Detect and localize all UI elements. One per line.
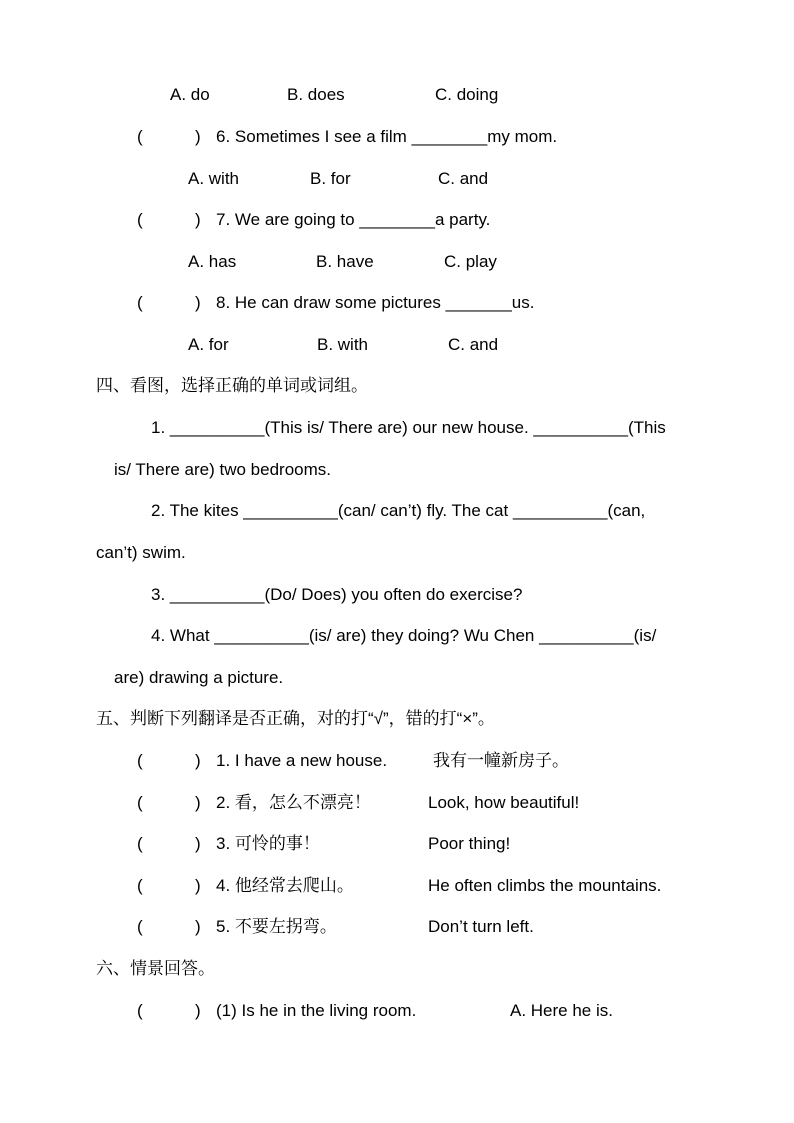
section-5-item-5-right: Don’t turn left.: [428, 917, 534, 936]
q5-option-b: B. does: [287, 85, 345, 104]
answer-paren-close: ): [195, 127, 201, 146]
section-5-item-1-right: 我有一幢新房子。: [433, 751, 569, 770]
section-4-heading: 四、看图，选择正确的单词或词组。: [96, 376, 368, 395]
answer-paren-open: (: [137, 876, 143, 895]
answer-paren-open: (: [137, 127, 143, 146]
section-5-item-4-right: He often climbs the mountains.: [428, 876, 662, 895]
section-6-item-1-right: A. Here he is.: [510, 1001, 613, 1020]
q5-option-c: C. doing: [435, 85, 499, 104]
section-5-item-3-left: 3. 可怜的事！: [216, 834, 320, 853]
answer-paren-close: ): [195, 917, 201, 936]
answer-paren-open: (: [137, 293, 143, 312]
section-5-item-2-right: Look, how beautiful!: [428, 793, 580, 812]
question-7-text: 7. We are going to ________a party.: [216, 210, 491, 229]
q6-option-b: B. for: [310, 169, 351, 188]
q8-option-c: C. and: [448, 335, 499, 354]
answer-paren-close: ): [195, 793, 201, 812]
answer-paren-close: ): [195, 834, 201, 853]
answer-paren-close: ): [195, 876, 201, 895]
answer-paren-close: ): [195, 1001, 201, 1020]
section-4-item-4-line-1: 4. What __________(is/ are) they doing? Wu Chen __________(is/: [151, 626, 657, 645]
answer-paren-open: (: [137, 751, 143, 770]
section-4-item-1-line-1: 1. __________(This is/ There are) our new house. __________(This: [151, 418, 666, 437]
q8-option-b: B. with: [317, 335, 369, 354]
q7-option-c: C. play: [444, 252, 497, 271]
q7-option-b: B. have: [316, 252, 374, 271]
section-6-heading: 六、情景回答。: [96, 959, 215, 978]
section-4-item-1-line-2: is/ There are) two bedrooms.: [114, 460, 331, 479]
answer-paren-close: ): [195, 751, 201, 770]
q6-option-c: C. and: [438, 169, 489, 188]
section-4-item-3: 3. __________(Do/ Does) you often do exercise?: [151, 585, 523, 604]
question-6-text: 6. Sometimes I see a film ________my mom.: [216, 127, 558, 146]
q5-option-a: A. do: [170, 85, 210, 104]
answer-paren-open: (: [137, 834, 143, 853]
section-5-item-3-right: Poor thing!: [428, 834, 511, 853]
answer-paren-close: ): [195, 210, 201, 229]
q8-option-a: A. for: [188, 335, 229, 354]
answer-paren-open: (: [137, 1001, 143, 1020]
answer-paren-close: ): [195, 293, 201, 312]
section-4-item-2-line-1: 2. The kites __________(can/ can’t) fly. The cat __________(can,: [151, 501, 646, 520]
section-5-heading: 五、判断下列翻译是否正确，对的打“√”，错的打“×”。: [96, 709, 495, 728]
q6-option-a: A. with: [188, 169, 240, 188]
answer-paren-open: (: [137, 793, 143, 812]
section-5-item-4-left: 4. 他经常去爬山。: [216, 876, 354, 895]
section-4-item-2-line-2: can’t) swim.: [96, 543, 186, 562]
question-8-text: 8. He can draw some pictures _______us.: [216, 293, 535, 312]
answer-paren-open: (: [137, 917, 143, 936]
section-5-item-5-left: 5. 不要左拐弯。: [216, 917, 337, 936]
section-5-item-1-left: 1. I have a new house.: [216, 751, 388, 770]
section-4-item-4-line-2: are) drawing a picture.: [114, 668, 284, 687]
section-5-item-2-left: 2. 看，怎么不漂亮！: [216, 793, 371, 812]
answer-paren-open: (: [137, 210, 143, 229]
q7-option-a: A. has: [188, 252, 237, 271]
section-6-item-1-left: (1) Is he in the living room.: [216, 1001, 417, 1020]
